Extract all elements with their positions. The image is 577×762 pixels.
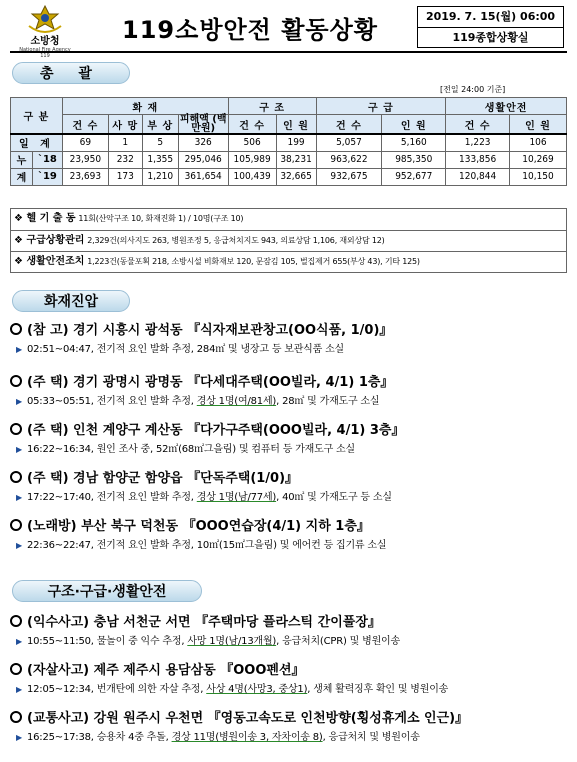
- item-title: (주 택) 경기 광명시 광명동 『다세대주택(OO빌라, 4/1) 1층』: [27, 375, 394, 390]
- item-detail: 12:05~12:34, 번개탄에 의한 자살 추정,: [26, 684, 207, 695]
- table-cell: 69: [62, 134, 108, 151]
- table-row: [11, 168, 567, 185]
- summary-label: ❖ 헬 기 출 동: [14, 213, 76, 224]
- table-cell: 32,665: [276, 168, 316, 185]
- item-title: (노래방) 부산 북구 덕천동 『OOO연습장(4/1) 지하 1층』: [27, 519, 370, 534]
- row-label: 누: [11, 151, 33, 168]
- circle-bullet-icon: [10, 375, 22, 387]
- section-rescue-heading: 구조·구급·생활안전: [12, 580, 202, 602]
- item-detail: 16:25~17:38, 승용차 4중 추돌,: [26, 732, 172, 743]
- table-cell: 23,693: [62, 168, 108, 185]
- circle-bullet-icon: [10, 323, 22, 335]
- subheader: 건 수: [446, 115, 510, 135]
- reference-note: [전일 24:00 기준]: [440, 85, 506, 94]
- item-detail-casualty: 경상 1명(남/77세): [196, 492, 277, 503]
- triangle-bullet-icon: ▶: [16, 637, 22, 646]
- item-title: (자살사고) 제주 제주시 용담삼동 『OOO펜션』: [27, 663, 305, 678]
- triangle-bullet-icon: ▶: [16, 445, 22, 454]
- item-title: (주 택) 인천 계양구 계산동 『다가구주택(OOO빌라, 4/1) 3층』: [27, 423, 405, 438]
- table-cell: 295,046: [178, 151, 228, 168]
- table-cell: 199: [276, 134, 316, 151]
- subheader: 인 원: [276, 115, 316, 135]
- list-item: [10, 518, 567, 554]
- table-cell: 38,231: [276, 151, 316, 168]
- table-cell: 10,150: [510, 168, 567, 185]
- summary-row-life-safety: [11, 251, 566, 272]
- group-header-rescue: 구 조: [228, 98, 316, 115]
- org-logo: [14, 4, 76, 59]
- table-cell: 173: [108, 168, 142, 185]
- table-cell: 232: [108, 151, 142, 168]
- triangle-bullet-icon: ▶: [16, 685, 22, 694]
- table-cell: 100,439: [228, 168, 276, 185]
- list-item: [10, 710, 567, 746]
- table-cell: 1,210: [142, 168, 178, 185]
- circle-bullet-icon: [10, 423, 22, 435]
- table-cell: 5,057: [316, 134, 382, 151]
- summary-row-helicopter: [11, 209, 566, 230]
- summary-text: 1,223건(동물포획 218, 소방시설 비화재보 120, 문잠김 105, 벌집제거 655(부상 43), 기타 125): [87, 257, 420, 266]
- circle-bullet-icon: [10, 663, 22, 675]
- item-title: (교통사고) 강원 원주시 우천면 『영동고속도로 인천방향(횡성휴게소 인근)』: [27, 711, 469, 726]
- triangle-bullet-icon: ▶: [16, 733, 22, 742]
- subheader: 건 수: [228, 115, 276, 135]
- header-divider: [10, 51, 567, 53]
- table-cell: 120,844: [446, 168, 510, 185]
- list-item: [10, 322, 567, 358]
- table-cell: 105,989: [228, 151, 276, 168]
- fire-agency-emblem-icon: [25, 4, 65, 36]
- table-cell: 952,677: [382, 168, 446, 185]
- group-header-fire: 화 재: [62, 98, 228, 115]
- summary-label: ❖ 생활안전조치: [14, 256, 85, 267]
- table-cell: 1,223: [446, 134, 510, 151]
- table-cell: 1,355: [142, 151, 178, 168]
- subheader: 건 수: [62, 115, 108, 135]
- item-detail: 22:36~22:47, 전기적 요인 발화 추정, 10㎡(15㎡그을림) 및 에어컨 등 집기류 소실: [26, 540, 387, 551]
- report-datebox: [417, 6, 564, 48]
- table-cell: 361,654: [178, 168, 228, 185]
- item-detail-rest: , 28㎡ 및 가재도구 소실: [276, 396, 380, 407]
- list-item: [10, 662, 567, 698]
- row-label: 계: [11, 168, 33, 185]
- table-cell: 23,950: [62, 151, 108, 168]
- section-overview-heading: 총 괄: [12, 62, 130, 84]
- table-cell: 5: [142, 134, 178, 151]
- statistics-table: [10, 97, 567, 186]
- item-title: (참 고) 경기 시흥시 광석동 『식자재보관창고(OO식품, 1/0)』: [27, 323, 393, 338]
- summary-label: ❖ 구급상황관리: [14, 235, 85, 246]
- group-header-life-safety: 생활안전: [446, 98, 567, 115]
- list-item: [10, 374, 567, 410]
- subheader: 사 망: [108, 115, 142, 135]
- table-cell: 506: [228, 134, 276, 151]
- org-name-en: National Fire Agency 119: [19, 47, 71, 59]
- table-row: [11, 134, 567, 151]
- triangle-bullet-icon: ▶: [16, 345, 22, 354]
- summary-row-ems-management: [11, 230, 566, 251]
- item-detail-rest: , 생체 활력징후 확인 및 병원이송: [307, 684, 449, 695]
- table-cell: 10,269: [510, 151, 567, 168]
- item-detail-casualty: 경상 11명(병원이송 3, 자차이송 8): [171, 732, 323, 743]
- item-detail: 10:55~11:50, 물놀이 중 익수 추정,: [26, 636, 188, 647]
- table-cell: 5,160: [382, 134, 446, 151]
- triangle-bullet-icon: ▶: [16, 397, 22, 406]
- row-sublabel: `18: [32, 151, 62, 168]
- item-detail: 17:22~17:40, 전기적 요인 발화 추정,: [26, 492, 197, 503]
- table-cell: 133,856: [446, 151, 510, 168]
- group-label-header: 구 분: [11, 98, 63, 135]
- page-title: 119소방안전 활동상황: [122, 16, 378, 44]
- item-detail-casualty: 경상 1명(여/81세): [196, 396, 277, 407]
- circle-bullet-icon: [10, 615, 22, 627]
- table-cell: 963,622: [316, 151, 382, 168]
- item-detail-rest: , 응급처치(CPR) 및 병원이송: [276, 636, 400, 647]
- subheader: 건 수: [316, 115, 382, 135]
- item-detail-rest: , 40㎡ 및 가재도구 등 소실: [276, 492, 392, 503]
- item-title: (익수사고) 충남 서천군 서면 『주택마당 플라스틱 간이풀장』: [27, 615, 381, 630]
- circle-bullet-icon: [10, 471, 22, 483]
- triangle-bullet-icon: ▶: [16, 493, 22, 502]
- item-detail-rest: , 응급처치 및 병원이송: [322, 732, 420, 743]
- circle-bullet-icon: [10, 519, 22, 531]
- subheader: 피해액 (백만원): [179, 114, 227, 134]
- summary-box: [10, 208, 567, 273]
- item-detail: 02:51~04:47, 전기적 요인 발화 추정, 284㎡ 및 냉장고 등 보관식품 소실: [26, 344, 345, 355]
- summary-text: 2,329건(의사지도 263, 병원조정 5, 응급처치지도 943, 의료상담 1,106, 재외상담 12): [87, 236, 385, 245]
- table-cell: 1: [108, 134, 142, 151]
- org-name: 소방청: [30, 36, 60, 47]
- item-detail: 05:33~05:51, 전기적 요인 발화 추정,: [26, 396, 197, 407]
- subheader: 부 상: [142, 115, 178, 135]
- table-cell: 932,675: [316, 168, 382, 185]
- circle-bullet-icon: [10, 711, 22, 723]
- subheader: 인 원: [382, 115, 446, 135]
- table-cell: 106: [510, 134, 567, 151]
- list-item: [10, 614, 567, 650]
- table-row: [11, 151, 567, 168]
- table-group-header-row: [11, 98, 567, 115]
- summary-text: 11회(산악구조 10, 화재진화 1) / 10명(구조 10): [78, 214, 244, 223]
- table-cell: 326: [178, 134, 228, 151]
- report-date: 2019. 7. 15(월) 06:00: [425, 10, 556, 23]
- subheader: 인 원: [510, 115, 567, 135]
- item-title: (주 택) 경남 함양군 함양읍 『단독주택(1/0)』: [27, 471, 299, 486]
- table-cell: 985,350: [382, 151, 446, 168]
- item-detail: 16:22~16:34, 원인 조사 중, 52㎡(68㎡그을림) 및 컴퓨터 등 가재도구 소실: [26, 444, 355, 455]
- row-label: 일 계: [11, 134, 63, 151]
- item-detail-casualty: 사상 4명(사망3, 중상1): [206, 684, 308, 695]
- list-item: [10, 470, 567, 506]
- list-item: [10, 422, 567, 458]
- group-header-ems: 구 급: [316, 98, 446, 115]
- triangle-bullet-icon: ▶: [16, 541, 22, 550]
- table-subheader-row: [11, 115, 567, 135]
- report-department: 119종합상황실: [418, 27, 563, 47]
- row-sublabel: `19: [32, 168, 62, 185]
- section-fire-heading: 화재진압: [12, 290, 130, 312]
- item-detail-casualty: 사망 1명(남/13개월): [187, 636, 277, 647]
